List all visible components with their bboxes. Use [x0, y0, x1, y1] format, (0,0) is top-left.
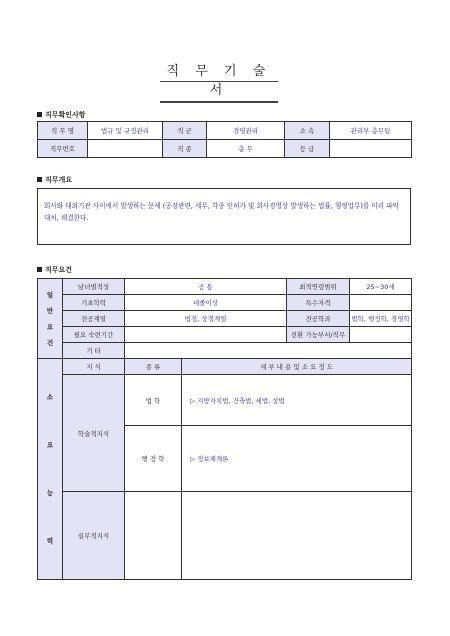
- document-title: 직 무 기 술 서: [160, 60, 278, 103]
- age-value: 25~30세: [350, 279, 412, 295]
- bullet-square-icon: [37, 177, 42, 182]
- job-number-value: [88, 140, 163, 158]
- gender-value: 공 통: [125, 279, 287, 295]
- major-field-value: 법정, 상경계열: [125, 311, 287, 327]
- job-number-label: 직무번호: [38, 140, 88, 158]
- knowledge-header: 지 식: [63, 359, 125, 375]
- bullet-square-icon: [37, 112, 42, 117]
- grade-value: [330, 140, 412, 158]
- practical-detail: [182, 492, 412, 580]
- title-underline: [160, 81, 278, 82]
- practical-type-value: [125, 492, 182, 580]
- section-confirm-label: 직무확인사항: [45, 111, 86, 119]
- requirements-table: [37, 278, 412, 580]
- type-header: 종 류: [125, 359, 182, 375]
- education-label: 기초학력: [63, 295, 125, 311]
- law-detail: ▷ 지방자치법, 건축법, 세법, 상법: [182, 375, 412, 426]
- section-requirements-label: 직무요건: [45, 266, 73, 274]
- age-label: 최적연령범위: [287, 279, 350, 295]
- section-overview-heading: [37, 175, 72, 185]
- transfer-label: 전환 가능부서/직무: [287, 327, 350, 343]
- job-group-label: 직 군: [163, 122, 207, 140]
- job-type-label: 직 종: [163, 140, 207, 158]
- gender-label: 남녀별적성: [63, 279, 125, 295]
- license-value: [350, 295, 412, 311]
- license-label: 특수자격: [287, 295, 350, 311]
- detail-header: 세 부 내 용 및 소 요 정 도: [182, 359, 412, 375]
- major-field-label: 전공계열: [63, 311, 125, 327]
- job-confirm-table: [37, 121, 412, 158]
- section-overview-label: 직무개요: [45, 176, 73, 184]
- job-name-label: 직 무 명: [38, 122, 88, 140]
- law-type-label: 법 학: [125, 375, 182, 426]
- bullet-square-icon: [37, 267, 42, 272]
- etc-label: 기 타: [63, 343, 125, 359]
- training-label: 필요 숙련기간: [63, 327, 125, 343]
- affiliation-value: 관리부 총무팀: [330, 122, 412, 140]
- training-value: [125, 327, 287, 343]
- admin-detail: ▷ 정보체계론: [182, 426, 412, 492]
- section-confirm-heading: [37, 110, 86, 120]
- section-requirements-heading: [37, 265, 72, 275]
- overview-text: 회사와 대외기관 사이에서 발생하는 문제 (공장관련, 세무, 각종 인허가 및 회사경영상 발생하는 법률, 행정업무)를 미리 파악 대처, 해결한다.: [37, 188, 411, 245]
- job-name-value: 법규 및 규정관리: [88, 122, 163, 140]
- general-requirements-side-label: 일 반 요 건: [38, 279, 63, 359]
- major-label: 전공학과: [287, 311, 350, 327]
- affiliation-label: 소 속: [285, 122, 330, 140]
- admin-type-label: 행 정 학: [125, 426, 182, 492]
- practical-knowledge-label: 실무적지식: [63, 492, 125, 580]
- education-value: 대졸이상: [125, 295, 287, 311]
- job-group-value: 경영관리: [207, 122, 285, 140]
- competency-side-label: 소 요 능 력: [38, 359, 63, 580]
- major-value: 법학, 행정학, 경영학: [350, 311, 412, 327]
- academic-knowledge-label: 학술적지식: [63, 375, 125, 492]
- grade-label: 등 급: [285, 140, 330, 158]
- transfer-value: [350, 327, 412, 343]
- job-type-value: 총 무: [207, 140, 285, 158]
- etc-value: [125, 343, 412, 359]
